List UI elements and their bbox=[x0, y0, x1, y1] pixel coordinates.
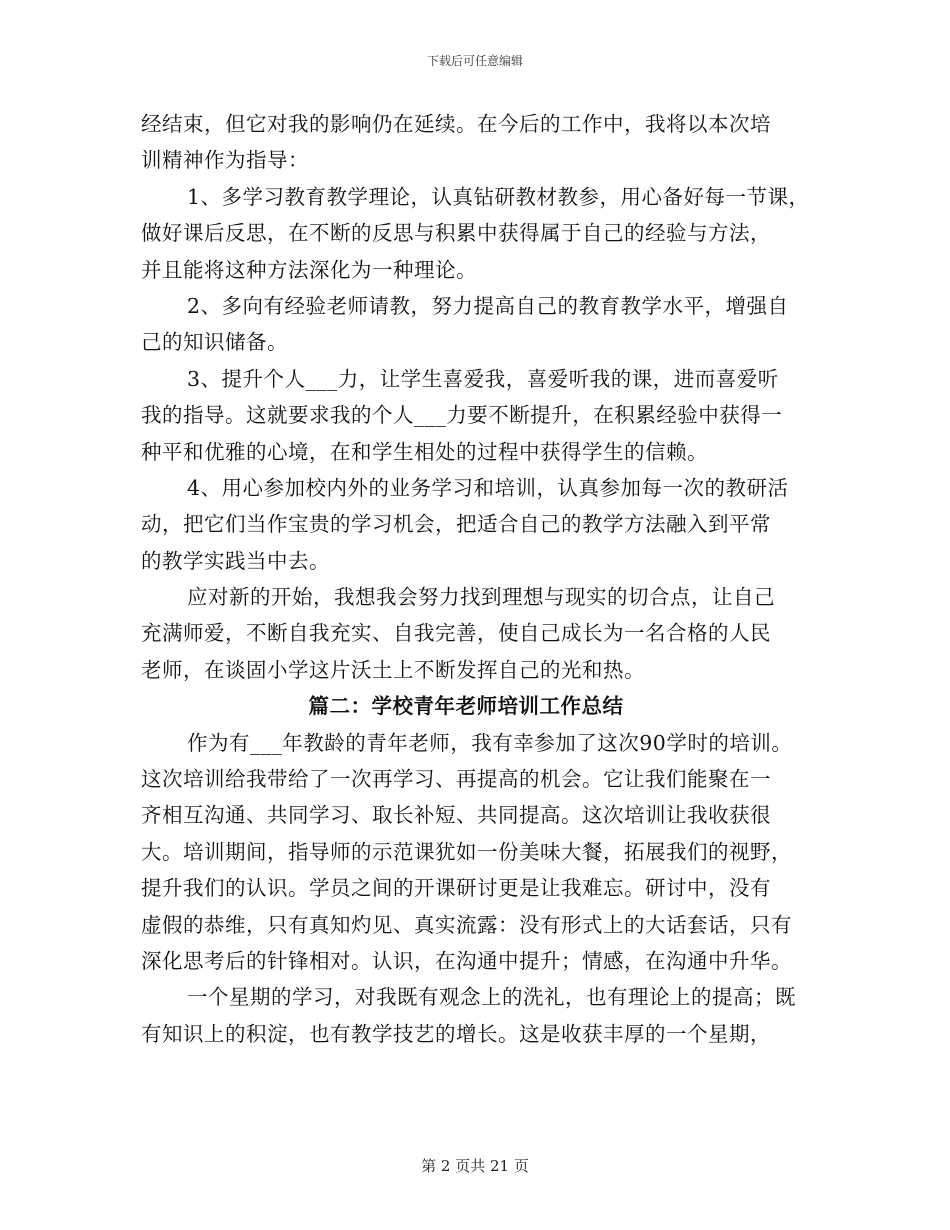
body-line: 做好课后反思，在不断的反思与积累中获得属于自己的经验与方法， bbox=[141, 221, 771, 246]
paragraph-start: 作为有___年教龄的青年老师，我有幸参加了这次90学时的培训。 bbox=[187, 730, 793, 755]
body-line: 训精神作为指导： bbox=[141, 148, 309, 173]
paragraph-start: 应对新的开始，我想我会努力找到理想与现实的切合点，让自己 bbox=[187, 585, 775, 610]
body-line: 虚假的恭维，只有真知灼见、真实流露：没有形式上的大话套话，只有 bbox=[141, 912, 792, 937]
body-line: 深化思考后的针锋相对。认识，在沟通中提升；情感，在沟通中升华。 bbox=[141, 948, 792, 973]
body-line: 老师，在谈固小学这片沃土上不断发挥自己的光和热。 bbox=[141, 657, 645, 682]
body-line: 有知识上的积淀，也有教学技艺的增长。这是收获丰厚的一个星期， bbox=[141, 1021, 771, 1046]
list-item-2: 2、多向有经验老师请教，努力提高自己的教育教学水平，增强自 bbox=[187, 293, 789, 318]
body-line: 齐相互沟通、共同学习、取长补短、共同提高。这次培训让我收获很 bbox=[141, 803, 771, 828]
body-line: 经结束，但它对我的影响仍在延续。在今后的工作中，我将以本次培 bbox=[141, 112, 771, 136]
body-line: 这次培训给我带给了一次再学习、再提高的机会。它让我们能聚在一 bbox=[141, 767, 771, 792]
body-line: 动，把它们当作宝贵的学习机会，把适合自己的教学方法融入到平常 bbox=[141, 512, 771, 537]
list-item-4: 4、用心参加校内外的业务学习和培训，认真参加每一次的教研活 bbox=[187, 475, 789, 500]
body-line: 己的知识储备。 bbox=[141, 330, 288, 355]
body-line: 提升我们的认识。学员之间的开课研讨更是让我难忘。研讨中，没有 bbox=[141, 876, 771, 901]
body-line: 并且能将这种方法深化为一种理论。 bbox=[141, 257, 477, 282]
body-line: 的教学实践当中去。 bbox=[141, 548, 330, 573]
body-line: 种平和优雅的心境，在和学生相处的过程中获得学生的信赖。 bbox=[141, 439, 708, 464]
body-line: 大。培训期间，指导师的示范课犹如一份美味大餐，拓展我们的视野， bbox=[141, 839, 792, 864]
paragraph-start: 一个星期的学习，对我既有观念上的洗礼，也有理论上的提高；既 bbox=[187, 985, 796, 1010]
list-item-3: 3、提升个人___力，让学生喜爱我，喜爱听我的课，进而喜爱听 bbox=[187, 366, 779, 391]
page-footer: 第 2 页共 21 页 bbox=[421, 1157, 529, 1175]
section-title: 篇二：学校青年老师培训工作总结 bbox=[308, 694, 624, 719]
body-line: 我的指导。这就要求我的个人___力要不断提升，在积累经验中获得一 bbox=[141, 403, 783, 428]
list-item-1: 1、多学习教育教学理论，认真钻研教材教参，用心备好每一节课， bbox=[187, 184, 810, 209]
document-body bbox=[141, 106, 821, 1052]
page-header: 下载后可任意编辑 bbox=[426, 54, 523, 68]
body-line: 充满师爱，不断自我充实、自我完善，使自己成长为一名合格的人民 bbox=[141, 621, 771, 646]
